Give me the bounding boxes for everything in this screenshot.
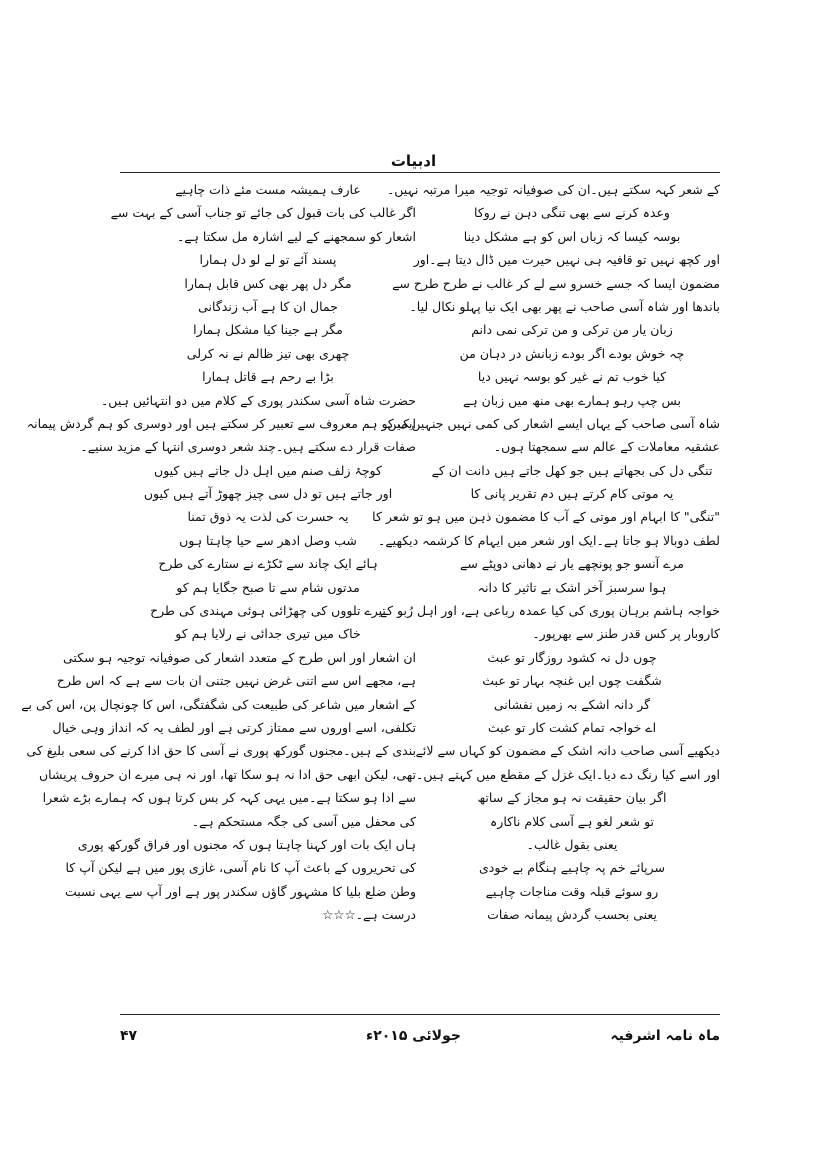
verse-line: وعدہ کرنے سے بھی تنگی دہن نے روکا xyxy=(474,205,670,221)
verse-line: مرے آنسو جو پونچھے یار نے دھانی دوپٹے سے xyxy=(460,556,684,572)
text-line: ہاں ایک بات اور کہنا چاہتا ہوں کہ مجنوں اور فراق گورکھ پوری xyxy=(77,836,416,852)
verse-line: زبان یار من ترکی و من ترکی نمی دانم xyxy=(471,322,673,338)
verse-line: مگر ہے جینا کیا مشکل ہمارا xyxy=(193,322,343,338)
text-line: شاہ آسی صاحب کے یہاں ایسے اشعار کی کمی نہیں جنہیں میں xyxy=(387,415,720,431)
verse-line: مگر دل پھر بھی کس قابل ہمارا xyxy=(184,275,352,291)
text-line: ہے، مجھے اس سے اتنی غرض نہیں جتنی ان بات سے ہے کہ اس طرح xyxy=(56,673,416,689)
text-line: کی تحریروں کے باعث آپ کا نام آسی، غازی پور میں ہے لیکن آپ کا xyxy=(65,860,416,876)
verse-line: کیا خوب تم نے غیر کو بوسہ نہیں دیا xyxy=(477,369,667,385)
verse-line: تو شعر لغو ہے آسی کلام ناکارہ xyxy=(489,813,655,829)
verse-line: چھری بھی تیز ظالم نے نہ کرلی xyxy=(186,345,350,361)
verse-line: چہ خوش بودے اگر بودے زبانش در دہان من xyxy=(459,345,685,361)
verse-line: تنگی دل کی بجھاتے ہیں جو کھل جاتے ہیں دانت ان کے xyxy=(431,462,713,478)
verse-line: سرپائے خم پہ چاہیے ہنگام بے خودی xyxy=(479,860,665,876)
text-line: خواجہ ہاشم برہان پوری کی کیا عمدہ رباعی ہے، اور اہل رُبو کے xyxy=(379,603,720,619)
text-line: کاروبار پر کس قدر طنز سے بھرپور۔ xyxy=(532,626,720,642)
verse-line: شب وصل ادھر سے حیا چاہتا ہوں xyxy=(179,532,357,548)
page-number: ۴۷ xyxy=(120,1028,138,1044)
verse-line: یعنی بقول غالب۔ xyxy=(526,836,618,852)
verse-line: اے خواجہ تمام کشت کار تو عبث xyxy=(487,719,657,735)
text-line: حضرت شاہ آسی سکندر پوری کے کلام میں دو انتہائیں ہیں۔ xyxy=(100,392,416,408)
text-line: ان اشعار اور اس طرح کے متعدد اشعار کی صوفیانہ توجیہ ہو سکتی xyxy=(63,649,416,665)
header-rule xyxy=(120,172,720,173)
verse-line: بوسہ کیسا کہ زباں اس کو ہے مشکل دینا xyxy=(463,228,681,244)
verse-line: یعنی بحسب گردش پیمانہ صفات xyxy=(487,907,657,923)
verse-line: شگفت چوں ایں غنچہ بہار تو عبث xyxy=(482,673,662,689)
verse-line: کوچۂ زلف صنم میں اہل دل جاتے ہیں کیوں xyxy=(154,462,382,478)
issue-date: جولائی ۲۰۱۵ء xyxy=(366,1028,461,1044)
left-column xyxy=(21,178,416,927)
text-line: "تنگی" کا ابہام اور موتی کے آب کا مضمون ذہن میں ہو تو شعر کا xyxy=(372,509,720,525)
text-line: صفات قرار دے سکتے ہیں۔چند شعر دوسری انتہا کے مزید سنیے۔ xyxy=(80,439,416,455)
verse-line: ہائے ایک چاند سے ٹکڑے نے ستارے کی طرح xyxy=(158,556,378,572)
right-column xyxy=(372,178,720,927)
verse-line: رو سوئے قبلہ وقت مناجات چاہیے xyxy=(485,883,659,899)
verse-line: خاک میں تیری جدائی نے رلایا ہم کو xyxy=(175,626,361,642)
text-line: عشقیہ معاملات کے عالم سے سمجھتا ہوں۔ xyxy=(493,439,720,455)
text-line: لطف دوبالا ہو جاتا ہے۔ایک اور شعر میں ایہام کا کرشمہ دیکھیے۔ xyxy=(378,532,720,548)
verse-line: اور جاتے ہیں تو دل سی چیز چھوڑ آتے ہیں کیوں xyxy=(143,486,393,502)
text-line: اور اسے کیا رنگ دے دیا۔ایک غزل کے مقطع میں کہتے ہیں۔ xyxy=(416,766,720,782)
verse-line: چوں دل نہ کشود روزگار تو عبث xyxy=(487,649,657,665)
text-line: کے اشعار میں شاعر کی طبیعت کی شگفتگی، اس کا چونچال پن، اس کی بے xyxy=(21,696,416,712)
text-line: تکلفی، اسے اوروں سے ممتاز کرتی ہے اور لطف یہ کہ انداز وہی خیال xyxy=(52,719,416,735)
text-line: سے ادا ہو سکتا ہے۔میں یہی کہہ کر بس کرتا ہوں کہ ہمارے بڑے شعرا xyxy=(42,790,416,806)
text-line: اگر غالب کی بات قبول کی جائے تو جناب آسی کے بہت سے xyxy=(110,205,416,221)
verse-line: گر دانہ اشکے بہ زمیں نفشانی xyxy=(493,696,651,712)
text-line: کے شعر کہہ سکتے ہیں۔ان کی صوفیانہ توجیہ میرا مرتبہ نہیں۔ xyxy=(386,182,720,197)
verse-line: ہوا سرسبز آخر اشک بے تاثیر کا دانہ xyxy=(477,579,667,595)
verse-line: پسند آئے تو لے لو دل ہمارا xyxy=(199,252,337,268)
text-line: تھی، لیکن ابھی حق ادا نہ ہو سکا تھا، اور نہ ہی میرے ان حروف پریشاں xyxy=(39,766,416,782)
verse-line: عارف ہمیشہ مست مئے ذات چاہیے xyxy=(175,182,361,197)
verse-line: مدتوں شام سے تا صبح جگایا ہم کو xyxy=(176,579,360,595)
section-title: ادبیات xyxy=(390,152,437,170)
verse-line: یہ حسرت کی لذت یہ ذوق تمنا xyxy=(187,509,349,525)
text-line: ایک کو ہم معروف سے تعبیر کر سکتے ہیں اور دوسری کو ہم گردش پیمانہ xyxy=(26,415,416,431)
text-line: باندھا اور شاہ آسی صاحب نے پھر بھی ایک نیا پہلو نکال لیا۔ xyxy=(409,298,720,314)
text-line: اشعار کو سمجھنے کے لیے اشارہ مل سکتا ہے۔ xyxy=(176,228,416,244)
verse-line: بڑا بے رحم ہے قاتل ہمارا xyxy=(202,369,334,385)
magazine-name: ماہ نامہ اشرفیہ xyxy=(610,1028,720,1044)
verse-line: اگر بیان حقیقت نہ ہو مجاز کے ساتھ xyxy=(477,790,667,806)
text-line: مضمون ایسا کہ جسے خسرو سے لے کر غالب نے طرح طرح سے xyxy=(392,275,720,291)
text-line: کی محفل میں آسی کی جگہ مستحکم ہے۔ xyxy=(191,813,416,829)
text-line: درست ہے۔☆☆☆ xyxy=(322,907,416,923)
text-line: دیکھیے آسی صاحب دانہ اشک کے مضمون کو کہاں سے لائے xyxy=(415,743,720,759)
verse-line: تیرے تلووں کی چھڑائی ہوئی مہندی کی طرح xyxy=(150,603,386,619)
text-line: بندی کے ہیں۔مجنوں گورکھ پوری نے آسی کا حق ادا کرنے کی سعی بلیغ کی xyxy=(26,743,416,759)
verse-line: بس چپ رہو ہمارے بھی منھ میں زبان ہے xyxy=(463,392,681,408)
text-line: وطن ضلع بلیا کا مشہور گاؤں سکندر پور ہے اور آپ سے یہی نسبت xyxy=(64,883,416,899)
verse-line: جمال ان کا ہے آب زندگانی xyxy=(198,298,338,314)
footer-rule xyxy=(120,1014,720,1015)
verse-line: یہ موتی کام کرتے ہیں دم تقریر پانی کا xyxy=(470,486,674,502)
text-line: اور کچھ نہیں تو قافیہ ہی نہیں حیرت میں ڈال دیتا ہے۔اور xyxy=(413,252,720,268)
